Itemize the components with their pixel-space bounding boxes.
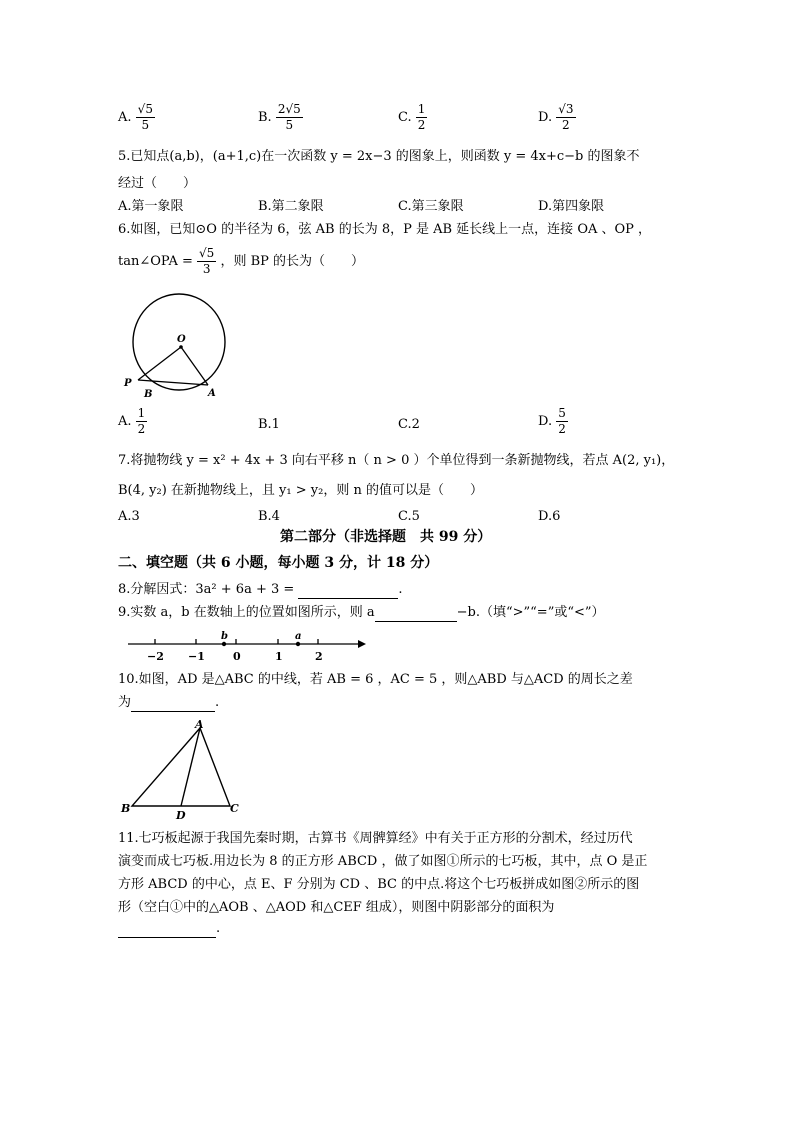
- label-b: B: [121, 802, 131, 815]
- q6-line1: 6.如图，已知⊙O 的半径为 6，弦 AB 的长为 8，P 是 AB 延长线上一点，连接 OA 、OP ，: [118, 222, 652, 237]
- q7-line2: B(4, y₂) 在新抛物线上，且 y₁ > y₂，则 n 的值可以是（ ）: [118, 483, 483, 498]
- q10-prefix: 为: [118, 695, 132, 710]
- q5-option-a[interactable]: A.第一象限: [118, 199, 184, 214]
- fraction: [556, 406, 568, 437]
- denominator: 2: [137, 422, 146, 436]
- axis-arrow: [358, 640, 366, 648]
- fraction: [276, 102, 303, 133]
- label-p: P: [124, 378, 132, 389]
- tick-label-0: 0: [233, 650, 241, 663]
- q11-line4: 形（空白①中的△AOB 、△AOD 和△CEF 组成），则图中阴影部分的面积为: [118, 900, 555, 915]
- numerator: 2√5: [277, 102, 301, 116]
- label-b: B: [144, 389, 153, 400]
- q6-option-b[interactable]: B.1: [258, 417, 280, 432]
- tick-label-neg2: −2: [147, 650, 164, 663]
- q11-line1: 11.七巧板起源于我国先秦时期，古算书《周髀算经》中有关于正方形的分割术，经过历代: [118, 831, 633, 846]
- tick-label-1: 1: [275, 650, 283, 663]
- tick-label-2: 2: [315, 650, 323, 663]
- triangle-abc: [132, 728, 230, 806]
- q9-line: [118, 604, 605, 622]
- q7-option-b[interactable]: B.4: [258, 509, 280, 524]
- q6-question-tail: ，则 BP 的长为（ ）: [220, 254, 365, 269]
- q6-option-d[interactable]: [538, 406, 568, 437]
- q5-line2: 经过（ ）: [118, 176, 197, 191]
- q7-option-c[interactable]: C.5: [398, 509, 420, 524]
- q9-number-line: [118, 628, 368, 664]
- label-b: b: [221, 631, 228, 642]
- q7-line1: 7.将抛物线 y = x² + 4x + 3 向右平移 n（ n > 0 ）个单位得到一条新抛物线，若点 A(2, y₁)，: [118, 453, 675, 468]
- q6-line2: [118, 246, 364, 277]
- point-b: [222, 642, 226, 646]
- option-label: B.: [258, 110, 272, 125]
- q11-line3: 方形 ABCD 的中心，点 E、F 分别为 CD 、BC 的中点.将这个七巧板拼成如图②所示的图: [118, 877, 640, 892]
- q11-line2: 演变而成七巧板.用边长为 8 的正方形 ABCD ，做了如图①所示的七巧板，其中，点 O 是正: [118, 854, 648, 869]
- part2-title: 第二部分（非选择题 共 99 分）: [280, 529, 492, 545]
- q6-option-c[interactable]: C.2: [398, 417, 420, 432]
- denominator: 5: [141, 118, 150, 132]
- q6-tan-label: tan∠OPA =: [118, 254, 193, 269]
- q4-option-b[interactable]: [258, 102, 303, 133]
- q6-circle-figure: [118, 292, 238, 402]
- option-label: D.: [538, 110, 553, 125]
- segment-op: [138, 347, 181, 380]
- q7-option-d[interactable]: D.6: [538, 509, 561, 524]
- q5-option-c[interactable]: C.第三象限: [398, 199, 464, 214]
- segment-oa: [181, 347, 208, 385]
- q8-line: 8.分解因式：3a² + 6a + 3 = .: [118, 582, 403, 597]
- label-o: O: [177, 334, 186, 345]
- option-label: C.: [398, 110, 412, 125]
- option-label: D.: [538, 414, 553, 429]
- q11-answer-blank[interactable]: [118, 923, 216, 938]
- q8-answer-blank[interactable]: [298, 584, 398, 599]
- fraction: [556, 102, 575, 133]
- q9-answer-blank[interactable]: [375, 607, 457, 622]
- section2-title: 二、填空题（共 6 小题，每小题 3 分，计 18 分）: [118, 555, 439, 571]
- fraction: [197, 246, 216, 277]
- denominator: 5: [285, 118, 294, 132]
- numerator: √3: [558, 102, 574, 116]
- numerator: √5: [199, 246, 215, 260]
- q11-line5: .: [118, 920, 220, 938]
- q10-triangle-figure: [118, 716, 248, 822]
- denominator: 2: [558, 422, 566, 436]
- q7-option-a[interactable]: A.3: [118, 509, 140, 524]
- q4-option-d[interactable]: [538, 102, 576, 133]
- denominator: 2: [417, 118, 426, 132]
- label-d: D: [176, 809, 186, 822]
- label-c: C: [230, 802, 239, 815]
- tick-label-neg1: −1: [188, 650, 205, 663]
- numerator: 5: [558, 406, 566, 420]
- label-a: A: [208, 388, 216, 399]
- numerator: 1: [417, 102, 426, 116]
- segment-pa: [138, 380, 208, 385]
- label-a: a: [295, 631, 302, 642]
- label-a: A: [195, 718, 204, 731]
- denominator: 2: [562, 118, 570, 132]
- q5-line1: 5.已知点(a,b)，(a+1,c)在一次函数 y = 2x−3 的图象上，则函数 y = 4x+c−b 的图象不: [118, 149, 640, 164]
- q10-answer-blank[interactable]: [131, 697, 215, 712]
- q5-option-d[interactable]: D.第四象限: [538, 199, 605, 214]
- q9-text-before: 9.实数 a，b 在数轴上的位置如图所示，则 a: [118, 605, 375, 620]
- option-label: A.: [118, 414, 132, 429]
- point-a: [296, 642, 300, 646]
- q10-line2: 为 .: [118, 695, 220, 710]
- q4-option-a[interactable]: [118, 102, 155, 133]
- numerator: 1: [137, 406, 146, 420]
- q9-text-after: −b.（填“>”“=”或“<”）: [456, 605, 605, 620]
- q5-option-b[interactable]: B.第二象限: [258, 199, 324, 214]
- q4-option-c[interactable]: [398, 102, 427, 133]
- point-o: [179, 345, 183, 349]
- q10-line1: 10.如图，AD 是△ABC 的中线，若 AB = 6 ，AC = 5 ，则△ABD 与△ACD 的周长之差: [118, 672, 633, 687]
- q6-option-a[interactable]: [118, 406, 147, 437]
- numerator: √5: [137, 102, 153, 116]
- q8-text: 8.分解因式：3a² + 6a + 3 =: [118, 582, 299, 597]
- fraction: [136, 406, 148, 437]
- fraction: [416, 102, 428, 133]
- denominator: 3: [202, 262, 211, 276]
- option-label: A.: [118, 110, 132, 125]
- fraction: [136, 102, 155, 133]
